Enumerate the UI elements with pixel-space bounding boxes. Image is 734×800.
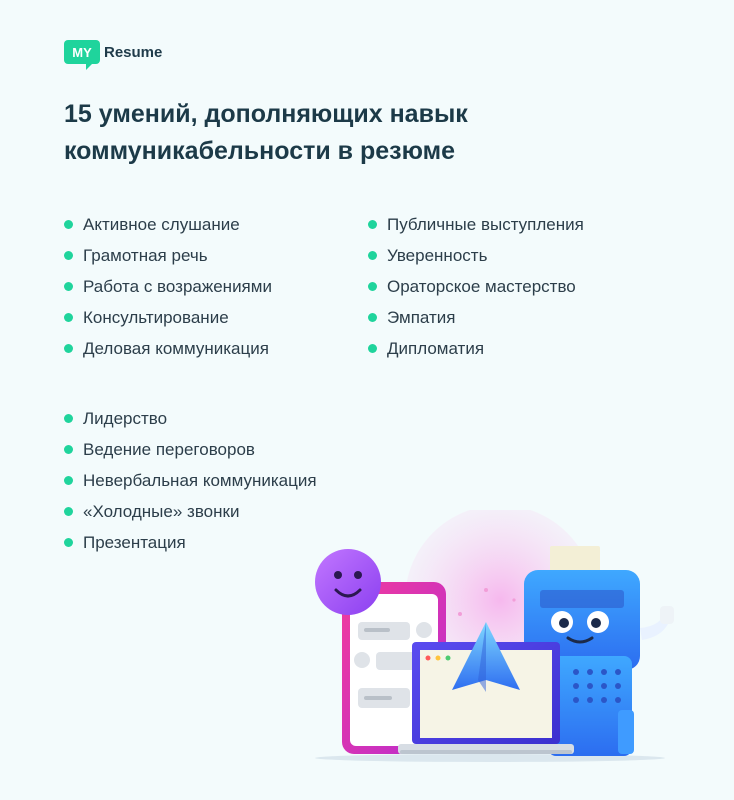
skill-label: Публичные выступления	[387, 214, 584, 234]
skills-list-left	[64, 209, 272, 364]
list-item	[368, 209, 584, 240]
bullet-icon	[368, 282, 377, 291]
bullet-icon	[64, 538, 73, 547]
page-title	[64, 96, 584, 170]
list-item	[64, 240, 272, 271]
bullet-icon	[64, 344, 73, 353]
communication-illustration	[300, 510, 690, 770]
bullet-icon	[64, 476, 73, 485]
bullet-icon	[64, 414, 73, 423]
bullet-icon	[64, 507, 73, 516]
list-item	[64, 527, 317, 558]
skill-label: Активное слушание	[83, 214, 240, 234]
skills-list-right	[368, 209, 584, 364]
skill-label: Эмпатия	[387, 307, 456, 327]
bullet-icon	[64, 313, 73, 322]
bullet-icon	[368, 251, 377, 260]
skill-label: Невербальная коммуникация	[83, 470, 317, 490]
list-item	[64, 465, 317, 496]
list-item	[368, 333, 584, 364]
list-item	[64, 434, 317, 465]
skill-label: Работа с возражениями	[83, 276, 272, 296]
list-item	[64, 302, 272, 333]
bullet-icon	[64, 251, 73, 260]
skill-label: «Холодные» звонки	[83, 501, 240, 521]
logo	[64, 40, 162, 64]
bullet-icon	[64, 445, 73, 454]
skill-label: Презентация	[83, 532, 186, 552]
bullet-icon	[368, 313, 377, 322]
list-item	[64, 496, 317, 527]
skill-label: Ораторское мастерство	[387, 276, 576, 296]
skill-label: Дипломатия	[387, 338, 485, 358]
list-item	[368, 240, 584, 271]
list-item	[64, 209, 272, 240]
title-line-2: коммуникабельности в резюме	[64, 137, 456, 165]
skill-label: Деловая коммуникация	[83, 338, 269, 358]
smiley-face-icon	[315, 549, 381, 615]
bullet-icon	[64, 282, 73, 291]
title-line-1: 15 умений, дополняющих навык	[64, 100, 468, 128]
skill-label: Лидерство	[83, 408, 168, 428]
logo-text: Resume	[104, 43, 163, 61]
skill-label: Грамотная речь	[83, 245, 208, 265]
bullet-icon	[368, 220, 377, 229]
list-item	[64, 333, 272, 364]
logo-badge: MY	[64, 40, 100, 64]
list-item	[368, 271, 584, 302]
list-item	[368, 302, 584, 333]
bullet-icon	[64, 220, 73, 229]
bullet-icon	[368, 344, 377, 353]
skill-label: Ведение переговоров	[83, 439, 255, 459]
skill-label: Консультирование	[83, 307, 229, 327]
skills-list-bottom	[64, 403, 317, 558]
list-item	[64, 271, 272, 302]
skill-label: Уверенность	[387, 245, 488, 265]
list-item	[64, 403, 317, 434]
